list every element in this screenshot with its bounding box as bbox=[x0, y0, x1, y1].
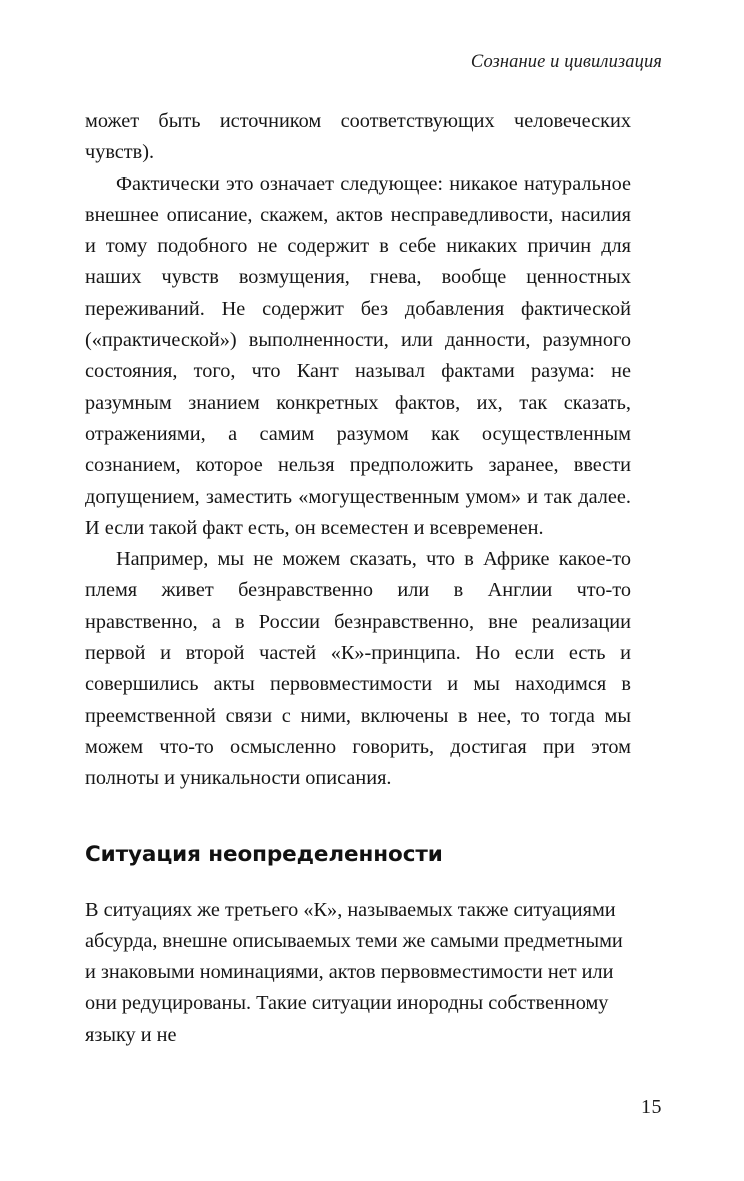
section-heading: Ситуация неопределенности bbox=[85, 841, 443, 867]
paragraph: может быть источником соответствующих человеческих чувств). bbox=[85, 110, 631, 164]
paragraph: Например, мы не можем сказать, что в Африке какое-то племя живет безнравственно или в Англии что-то нравственно, а в России безнравственно, вне реализации первой и второй частей «К»-принципа. Но если есть и совершились акты первовместимости и мы находимся в преемственной связи с ними, включены в нее, то тогда мы можем что-то осмысленно говорить, достигая при этом полноты и уникальности описания. bbox=[85, 548, 631, 790]
spacer bbox=[85, 795, 631, 841]
running-head: Сознание и цивилизация bbox=[470, 52, 662, 72]
page-number: 15 bbox=[641, 1096, 662, 1118]
spacer bbox=[85, 869, 631, 895]
body-text bbox=[85, 106, 631, 1051]
paragraph: Фактически это означает следующее: никакое натуральное внешнее описание, скажем, актов несправедливости, насилия и тому подобного не содержит в себе никаких причин для наших чувств возмущения, гнева, вообще ценностных переживаний. Не содержит без добавления фактической («практической») выполненности, или данности, разумного состояния, того, что Кант называл фактами разума: не разумным знанием конкретных фактов, их, так сказать, отражениями, а самим разумом как осуществленным сознанием, которое нельзя предположить заранее, ввести допущением, заместить «могущественным умом» и так далее. И если такой факт есть, он всеместен и всевременен. bbox=[85, 172, 631, 539]
paragraph: В ситуациях же третьего «К», называемых также ситуациями абсурда, внешне описываемых теми же самыми предметными и знаковыми номинациями, актов первовместимости нет или они редуцированы. Такие ситуации инородны собственному языку и не bbox=[85, 898, 623, 1046]
